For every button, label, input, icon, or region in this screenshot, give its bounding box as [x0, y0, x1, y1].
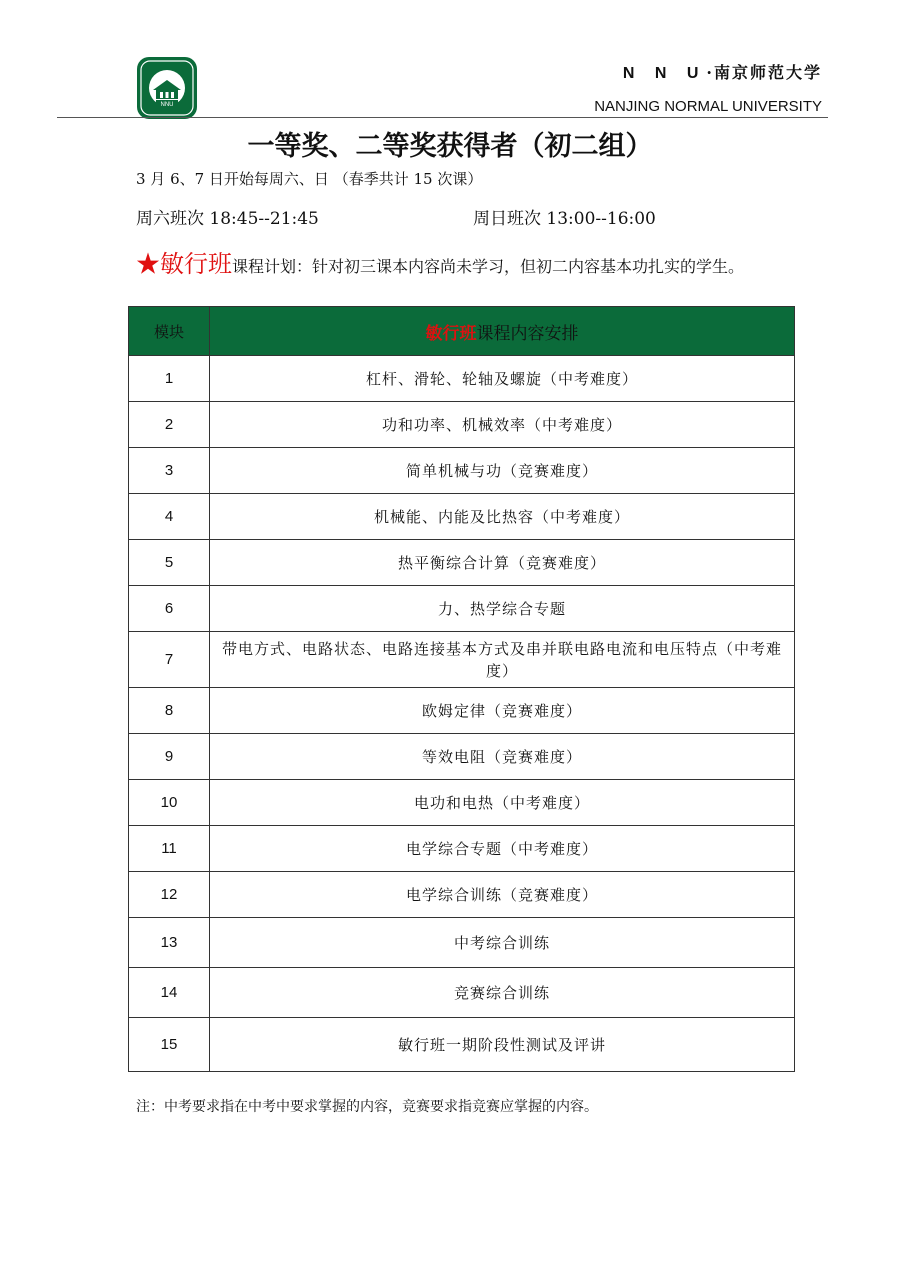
module-content: 带电方式、电路状态、电路连接基本方式及串并联电路电流和电压特点（中考难度）: [210, 632, 795, 688]
module-number: 8: [129, 688, 210, 734]
module-content: 功和功率、机械效率（中考难度）: [210, 402, 795, 448]
content-header-rest: 课程内容安排: [476, 323, 579, 344]
module-content: 热平衡综合计算（竞赛难度）: [210, 540, 795, 586]
table-row: [129, 918, 795, 968]
module-number: 10: [129, 780, 210, 826]
header-divider: [57, 117, 828, 118]
content-header-highlight: 敏行班: [425, 323, 477, 344]
module-number: 6: [129, 586, 210, 632]
module-content: 简单机械与功（竞赛难度）: [210, 448, 795, 494]
table-row: [129, 586, 795, 632]
saturday-session: 周六班次 18:45--21:45: [136, 209, 319, 229]
content-column-header: [210, 307, 795, 356]
module-column-header: 模块: [129, 307, 210, 356]
module-number: 7: [129, 632, 210, 688]
module-content: 欧姆定律（竞赛难度）: [210, 688, 795, 734]
module-content: 敏行班一期阶段性测试及评讲: [210, 1018, 795, 1072]
module-number: 9: [129, 734, 210, 780]
table-row: [129, 448, 795, 494]
star-icon: ★: [136, 250, 160, 278]
class-name: 敏行班: [160, 250, 232, 278]
module-content: 电学综合训练（竞赛难度）: [210, 872, 795, 918]
module-number: 1: [129, 356, 210, 402]
table-row: [129, 734, 795, 780]
university-logo: [136, 56, 198, 120]
brand-abbr: N N U: [622, 65, 707, 82]
module-content: 中考综合训练: [210, 918, 795, 968]
sunday-session: 周日班次 13:00--16:00: [473, 209, 656, 229]
brand-dot: ·: [706, 63, 714, 82]
module-number: 3: [129, 448, 210, 494]
logo-text: NNU: [160, 102, 174, 108]
course-table: [128, 306, 795, 1072]
table-row: [129, 632, 795, 688]
module-number: 14: [129, 968, 210, 1018]
table-row: [129, 494, 795, 540]
module-number: 13: [129, 918, 210, 968]
brand-cn: 南京师范大学: [713, 63, 822, 82]
table-row: [129, 402, 795, 448]
footnote: 注：中考要求指在中考中要求掌握的内容，竞赛要求指竞赛应掌握的内容。: [136, 1099, 598, 1115]
module-content: 电学综合专题（中考难度）: [210, 826, 795, 872]
table-row: [129, 688, 795, 734]
module-number: 5: [129, 540, 210, 586]
course-table-body: [129, 356, 795, 1072]
brand-en: NANJING NORMAL UNIVERSITY: [594, 98, 822, 115]
table-row: [129, 540, 795, 586]
module-number: 4: [129, 494, 210, 540]
module-content: 杠杆、滑轮、轮轴及螺旋（中考难度）: [210, 356, 795, 402]
page-title: 一等奖、二等奖获得者（初二组）: [247, 131, 653, 162]
module-number: 15: [129, 1018, 210, 1072]
module-content: 力、热学综合专题: [210, 586, 795, 632]
table-row: [129, 1018, 795, 1072]
table-row: [129, 826, 795, 872]
table-row: [129, 968, 795, 1018]
table-row: [129, 356, 795, 402]
module-number: 2: [129, 402, 210, 448]
module-content: 电功和电热（中考难度）: [210, 780, 795, 826]
module-content: 机械能、内能及比热容（中考难度）: [210, 494, 795, 540]
start-date-line: 3 月 6、7 日开始每周六、日 （春季共计 15 次课）: [136, 170, 483, 188]
table-header-row: [129, 307, 795, 356]
table-row: [129, 780, 795, 826]
module-content: 等效电阻（竞赛难度）: [210, 734, 795, 780]
course-plan: [136, 246, 786, 285]
brand-line: [623, 60, 822, 83]
plan-description: 课程计划：针对初三课本内容尚未学习，但初二内容基本功扎实的学生。: [232, 257, 745, 276]
table-row: [129, 872, 795, 918]
module-number: 11: [129, 826, 210, 872]
module-number: 12: [129, 872, 210, 918]
module-content: 竞赛综合训练: [210, 968, 795, 1018]
